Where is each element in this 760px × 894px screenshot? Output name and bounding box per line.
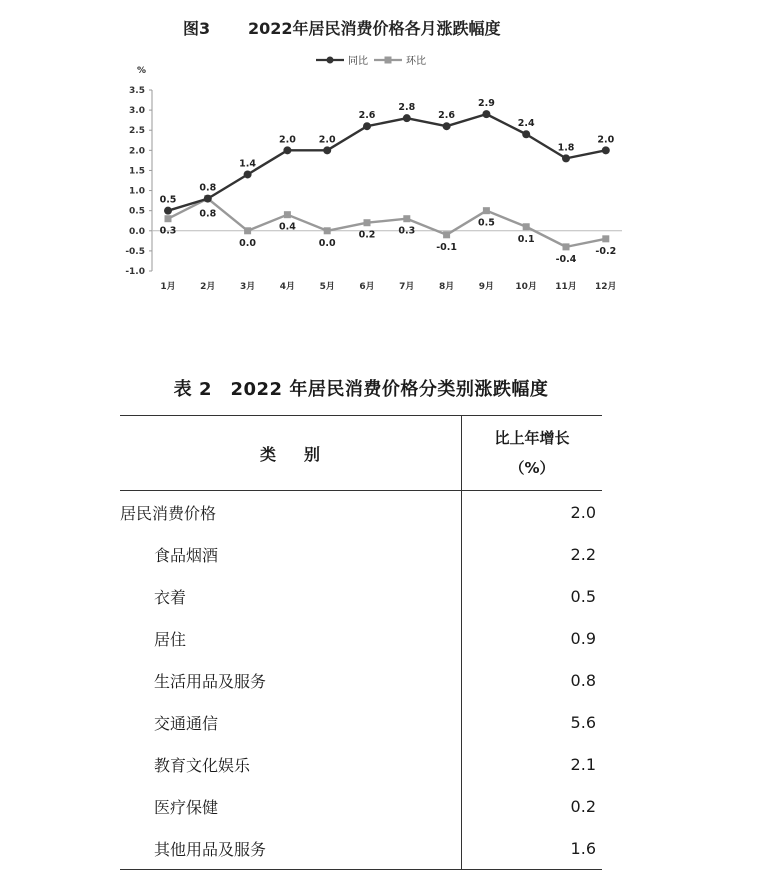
y-tick-label: -0.5 — [125, 246, 145, 257]
header-category: 类别 — [120, 416, 462, 491]
data-label-yoy: 2.0 — [597, 134, 615, 146]
row-value: 2.2 — [462, 533, 603, 575]
data-point-yoy — [323, 146, 331, 154]
x-tick-label: 9月 — [478, 282, 495, 292]
table-row — [120, 575, 602, 617]
data-point-yoy — [164, 207, 172, 215]
y-tick-label: -1.0 — [125, 267, 145, 277]
data-label-mom: -0.4 — [555, 253, 577, 265]
data-point-mom — [602, 235, 609, 242]
row-category: 食品烟酒 — [154, 545, 219, 565]
y-tick-label: 3.0 — [129, 106, 145, 117]
x-tick-label: 4月 — [279, 282, 296, 292]
table-row — [120, 827, 602, 870]
data-point-yoy — [522, 130, 530, 138]
row-value: 0.9 — [462, 617, 603, 659]
x-tick-label: 10月 — [515, 282, 537, 292]
data-label-yoy: 2.6 — [358, 110, 376, 122]
data-label-mom: 0.8 — [199, 208, 217, 220]
cpi-monthly-chart — [0, 0, 760, 320]
data-point-yoy — [443, 122, 451, 130]
data-label-mom: -0.1 — [436, 241, 457, 253]
y-axis-label: % — [137, 66, 147, 76]
row-value: 5.6 — [462, 701, 603, 743]
data-point-mom — [483, 207, 490, 214]
row-category: 居住 — [154, 629, 187, 649]
row-category: 居民消费价格 — [120, 503, 217, 523]
x-tick-label: 12月 — [595, 282, 617, 292]
data-label-mom: 0.4 — [278, 221, 296, 233]
row-value: 2.0 — [462, 491, 603, 534]
plot-area — [160, 98, 617, 265]
header-value — [462, 416, 603, 491]
data-label-mom: -0.2 — [595, 245, 617, 257]
row-value: 2.1 — [462, 743, 603, 785]
table-row — [120, 659, 602, 701]
data-point-mom — [364, 219, 371, 226]
table-row — [120, 491, 602, 534]
legend-label-yoy: 同比 — [348, 56, 368, 67]
x-tick-label: 3月 — [239, 282, 256, 292]
row-category: 衣着 — [154, 587, 187, 607]
data-point-yoy — [283, 146, 291, 154]
table-row — [120, 701, 602, 743]
data-point-yoy — [482, 110, 490, 118]
row-value: 0.5 — [462, 575, 603, 617]
data-point-mom — [403, 215, 410, 222]
data-point-mom — [284, 211, 291, 218]
data-label-mom: 0.5 — [477, 217, 495, 229]
data-point-yoy — [363, 122, 371, 130]
data-point-yoy — [562, 154, 570, 162]
data-label-yoy: 1.4 — [239, 158, 257, 170]
data-point-mom — [563, 243, 570, 250]
data-point-mom — [443, 231, 450, 238]
data-label-yoy: 2.0 — [278, 134, 296, 146]
data-label-yoy: 2.9 — [477, 98, 495, 110]
data-label-yoy: 0.8 — [199, 182, 217, 194]
data-label-mom: 0.1 — [517, 233, 535, 245]
y-tick-label: 0.0 — [129, 226, 145, 237]
table-row — [120, 533, 602, 575]
series-line-yoy — [168, 114, 606, 211]
legend-marker-mom — [385, 57, 392, 64]
row-category: 交通通信 — [154, 713, 219, 733]
row-category: 其他用品及服务 — [120, 827, 462, 870]
header-value-line2: （%） — [509, 459, 555, 477]
table-header-row — [120, 416, 602, 491]
y-axis — [125, 86, 152, 277]
cpi-category-table-section — [120, 375, 602, 870]
data-label-yoy: 2.6 — [438, 110, 456, 122]
data-label-yoy: 0.5 — [159, 194, 177, 206]
data-label-mom: 0.2 — [358, 229, 376, 241]
row-value: 0.2 — [462, 785, 603, 827]
chart-legend — [316, 54, 426, 67]
data-label-mom: 0.3 — [159, 225, 177, 237]
data-point-mom — [324, 227, 331, 234]
row-category: 教育文化娱乐 — [154, 755, 251, 775]
y-tick-label: 1.0 — [129, 186, 145, 197]
x-tick-label: 6月 — [359, 282, 375, 292]
row-category: 生活用品及服务 — [154, 671, 267, 691]
data-point-yoy — [204, 195, 212, 203]
data-label-yoy: 1.8 — [557, 142, 575, 154]
data-point-mom — [523, 223, 530, 230]
cpi-category-table — [120, 415, 602, 870]
x-tick-label: 1月 — [160, 282, 176, 292]
data-label-yoy: 2.0 — [318, 134, 336, 146]
header-value-line1: 比上年增长 — [494, 429, 570, 447]
x-tick-label: 7月 — [399, 282, 415, 292]
x-tick-label: 8月 — [438, 282, 455, 292]
y-tick-label: 3.5 — [129, 86, 145, 96]
chart-title: 2022年居民消费价格各月涨跌幅度 — [248, 19, 501, 38]
table-row — [120, 785, 602, 827]
chart-figure-label: 图3 — [183, 19, 211, 38]
y-tick-label: 1.5 — [129, 166, 145, 177]
data-label-yoy: 2.8 — [398, 102, 416, 114]
x-tick-label: 11月 — [555, 282, 577, 292]
row-category: 医疗保健 — [154, 797, 219, 817]
data-point-mom — [165, 215, 172, 222]
data-point-mom — [244, 227, 251, 234]
data-label-mom: 0.0 — [239, 237, 257, 249]
y-tick-label: 2.5 — [129, 126, 145, 137]
data-label-yoy: 2.4 — [517, 118, 535, 130]
data-point-yoy — [244, 170, 252, 178]
data-label-mom: 0.0 — [318, 237, 336, 249]
row-value: 1.6 — [462, 827, 603, 870]
legend-marker-yoy — [327, 57, 334, 64]
data-point-yoy — [602, 146, 610, 154]
x-tick-label: 2月 — [200, 282, 216, 292]
data-label-mom: 0.3 — [398, 225, 416, 237]
legend-label-mom: 环比 — [406, 56, 426, 67]
y-tick-label: 2.0 — [129, 146, 145, 157]
data-point-yoy — [403, 114, 411, 122]
row-value: 0.8 — [462, 659, 603, 701]
table-row — [120, 743, 602, 785]
table-row — [120, 617, 602, 659]
table-title: 表 2 2022 年居民消费价格分类别涨跌幅度 — [173, 379, 549, 400]
y-tick-label: 0.5 — [129, 206, 145, 217]
series-line-mom — [168, 199, 606, 247]
x-tick-label: 5月 — [319, 282, 335, 292]
